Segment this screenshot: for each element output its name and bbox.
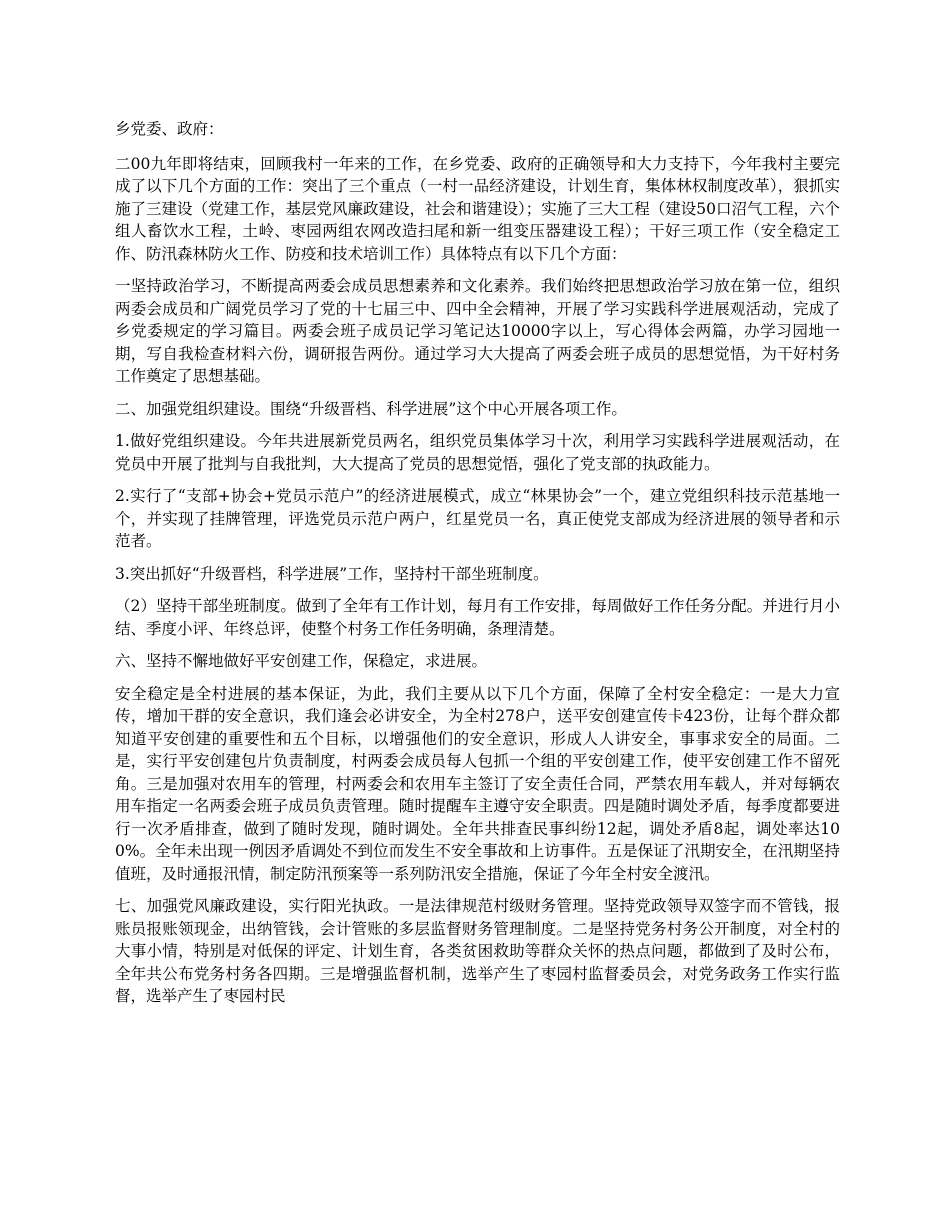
paragraph-party-building-heading: 二、加强党组织建设。围绕“升级晋档、科学进展”这个中心开展各项工作。 (115, 399, 627, 418)
salutation: 乡党委、政府： (115, 120, 224, 138)
paragraph-intro-summary: 二00九年即将结束，回顾我村一年来的工作，在乡党委、政府的正确领导和大力支持下，今年我村主要完成了以下几个方面的工作：突出了三个重点（一村一品经济建设，计划生育，集体林权制度改革），狠抓实施了三建设（党建工作，基层党风廉政建设，社会和谐建设）；实施了三大工程（建设50口沼气工程，六个组人畜饮水工程，土岭、枣园两组农网改造扫尾和新一组变压器建设工程）；干好三项工作（安全稳定工作、防汛森林防火工作、防疫和技术培训工作）具体特点有以下几个方面： (115, 154, 840, 263)
paragraph-safety-details: 安全稳定是全村进展的基本保证，为此，我们主要从以下几个方面，保障了全村安全稳定：一是大力宣传，增加干群的安全意识，我们逢会必讲安全，为全村278户，送平安创建宣传卡423份，让每个群众都知道平安创建的重要性和五个目标，以增强他们的安全意识，形成人人讲安全，事事求安全的局面。二是，实行平安创建包片负责制度，村两委会成员每人包抓一个组的平安创建工作，使平安创建工作不留死角。三是加强对农用车的管理，村两委会和农用车主签订了安全责任合同，严禁农用车载人，并对每辆农用车指定一名两委会班子成员负责管理。随时提醒车主遵守安全职责。四是随时调处矛盾，每季度都要进行一次矛盾排查，做到了随时发现，随时调处。全年共排查民事纠纷12起，调处矛盾8起，调处率达100%。全年未出现一例因矛盾调处不到位而发生不安全事故和上访事件。五是保证了汛期安全，在汛期坚持值班，及时通报汛情，制定防汛预案等一系列防汛安全措施，保证了今年全村安全渡汛。 (115, 684, 840, 883)
document-page (115, 118, 840, 1018)
paragraph-economic-model: 2.实行了“支部+协会+党员示范户”的经济进展模式，成立“林果协会”一个，建立党组织科技示范基地一个，并实现了挂牌管理，评选党员示范户两户，红星党员一名，真正使党支部成为经济进展的领导者和示范者。 (115, 487, 840, 550)
paragraph-integrity-building: 七、加强党风廉政建设，实行阳光执政。一是法律规范村级财务管理。坚持党政领导双签字而不管钱，报账员报账领现金，出纳管钱，会计管账的多层监督财务管理制度。二是坚持党务村务公开制度，对全村的大事小情，特别是对低保的评定、计划生育，各类贫困救助等群众关怀的热点问题，都做到了及时公布，全年共公布党务村务各四期。三是增强监督机制，选举产生了枣园村监督委员会，对党务政务工作实行监督，选举产生了枣园村民 (115, 897, 840, 1005)
paragraph-safety-heading: 六、坚持不懈地做好平安创建工作，保稳定，求进展。 (115, 652, 488, 670)
paragraph-party-organization: 1.做好党组织建设。今年共进展新党员两名，组织党员集体学习十次，利用学习实践科学进展观活动，在党员中开展了批判与自我批判，大大提高了党员的思想觉悟，强化了党支部的执政能力。 (115, 432, 840, 473)
paragraph-cadre-duty: （2）坚持干部坐班制度。做到了全年有工作计划，每月有工作安排，每周做好工作任务分配。并进行月小结、季度小评、年终总评，使整个村务工作任务明确，条理清楚。 (115, 597, 840, 638)
paragraph-political-study: 一坚持政治学习，不断提高两委会成员思想素养和文化素养。我们始终把思想政治学习放在第一位，组织两委会成员和广阔党员学习了党的十七届三中、四中全会精神，开展了学习实践科学进展观活动，完成了乡党委规定的学习篇目。两委会班子成员记学习笔记达10000字以上，写心得体会两篇，办学习园地一期，写自我检查材料六份，调研报告两份。通过学习大大提高了两委会班子成员的思想觉悟，为干好村务工作奠定了思想基础。 (115, 277, 840, 385)
paragraph-upgrade-work: 3.突出抓好“升级晋档，科学进展”工作，坚持村干部坐班制度。 (115, 564, 549, 583)
